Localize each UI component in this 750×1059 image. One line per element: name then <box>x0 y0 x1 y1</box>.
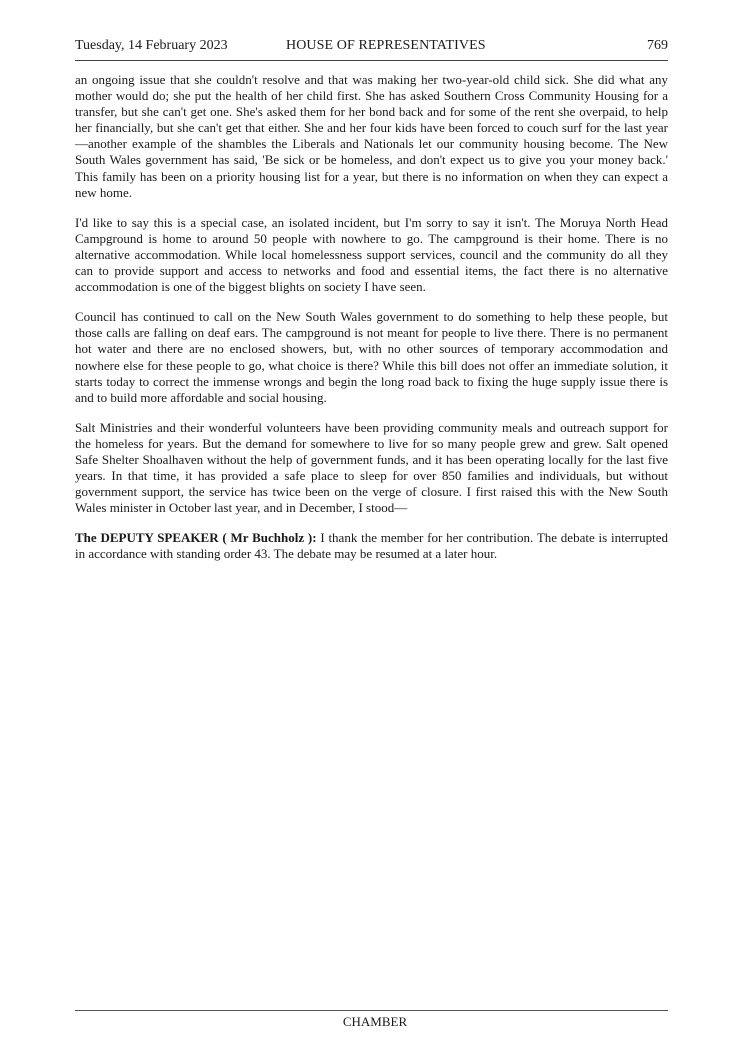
paragraph-2: I'd like to say this is a special case, an isolated incident, but I'm sorry to say it isn't. The Moruya North Head Campground is home to around 50 people with nowhere to go. The campground is their home. There is no alternative accommodation. While local homelessness support services, council and the community do all they can to provide support and access to networks and food and essential items, the fact there is no alternative accommodation is one of the biggest blights on society I have seen. <box>75 214 668 295</box>
speaker-name: The DEPUTY SPEAKER ( Mr Buchholz ): <box>75 530 317 546</box>
header-page-number: 769 <box>647 38 668 53</box>
header-house-title: HOUSE OF REPRESENTATIVES <box>286 38 486 53</box>
footer-label: CHAMBER <box>342 1014 408 1029</box>
document-body <box>75 72 668 563</box>
paragraph-1: an ongoing issue that she couldn't resolve and that was making her two-year-old child sick. She did what any mother would do; she put the health of her child first. She has asked Southern Cross Community Housing for a transfer, but she can't get one. She's asked them for her bond back and for some of the rent she overpaid, to help her financially, but she can't get that either. She and her four kids have been forced to couch surf for the last year—another example of the shambles the Liberals and Nationals let our community housing become. The New South Wales government has said, 'Be sick or be homeless, and don't expect us to give you your money back.' This family has been on a priority housing list for a year, but there is no information on when they can expect a new home. <box>75 72 668 200</box>
speaker-paragraph <box>75 530 668 562</box>
paragraph-4: Salt Ministries and their wonderful volunteers have been providing community meals and outreach support for the homeless for years. But the demand for somewhere to live for so many people grew and grew. Salt opened Safe Shelter Shoalhaven without the help of government funds, and it has been operating locally for the last five years. In that time, it has provided a safe place to sleep for over 850 families and individuals, but without government support, the service has twice been on the verge of closure. I first raised this with the New South Wales minister in October last year, and in December, I stood— <box>75 419 668 516</box>
paragraph-3: Council has continued to call on the New South Wales government to do something to help these people, but those calls are falling on deaf ears. The campground is not meant for people to live there. There is no permanent hot water and there are no enclosed showers, but, with no other sources of temporary accommodation and nowhere else for these people to go, what choice is there? While this bill does not offer an immediate solution, it starts today to correct the immense wrongs and begin the long road back to fixing the huge supply issue there is and to build more affordable and social housing. <box>75 309 668 405</box>
footer-divider <box>75 1010 668 1011</box>
header-divider <box>75 60 668 61</box>
speaker-text: I thank the member for her contribution. The debate is interrupted in accordance with standing order 43. The debate may be resumed at a later hour. <box>75 530 669 562</box>
page-header <box>75 38 668 60</box>
header-date: Tuesday, 14 February 2023 <box>75 38 228 53</box>
